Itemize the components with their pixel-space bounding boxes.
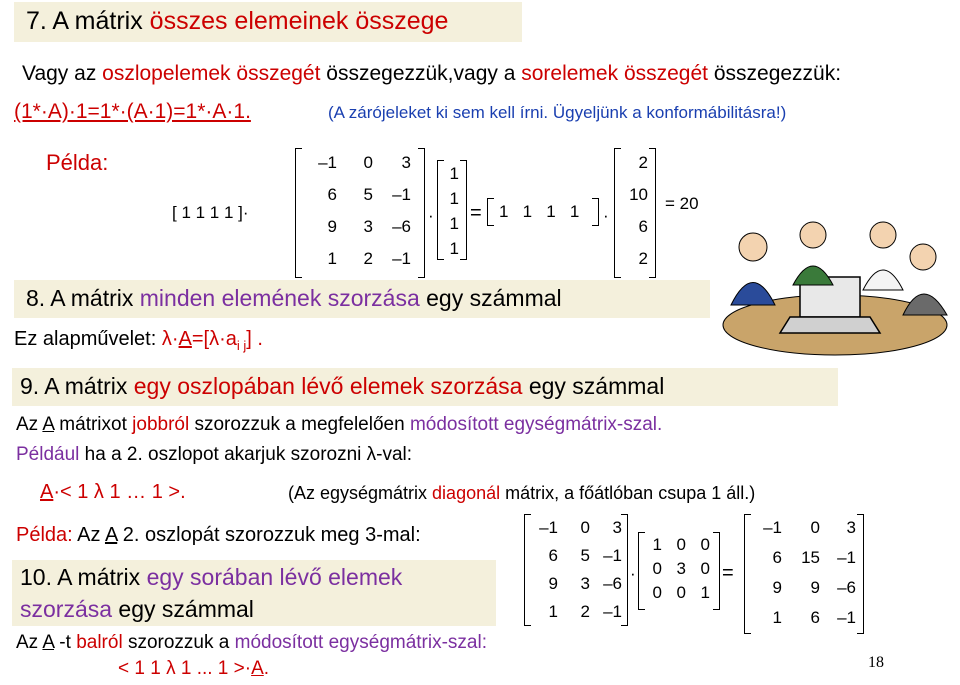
people-at-computer-illustration [715, 205, 955, 365]
matrix-cell: –1 [392, 249, 411, 268]
s9c-A: A [40, 481, 54, 503]
matrix-cell: –6 [837, 578, 856, 597]
intro-c: összegezzük,vagy a [320, 62, 522, 85]
basic-operation [14, 328, 263, 353]
s9c-4: mátrix, a főátlóban csupa 1 áll.) [500, 483, 756, 503]
matrix-cell: 3 [846, 518, 856, 537]
matrix-cell: 2 [638, 153, 648, 172]
basic-op-sub: i j [236, 338, 247, 353]
matrix-cell: 5 [580, 546, 590, 565]
heading-8-rest: egy számmal [419, 285, 562, 311]
bracket-left [487, 198, 494, 226]
heading-10-purple-2: szorzása [20, 596, 113, 622]
row-ones-values: 1 1 1 1 [499, 202, 580, 221]
bracket-right [713, 532, 720, 610]
matrix-cell: –1 [392, 185, 411, 204]
matrix-cell: 1 [772, 608, 782, 627]
intro-a: Vagy az [22, 62, 103, 85]
bracket-right [592, 198, 599, 226]
bracket-right [621, 514, 628, 626]
matrix-cell: 1 [449, 189, 459, 208]
heading-10-line-2 [20, 596, 254, 623]
example-2-b: 2. oszlopát szorozzuk meg 3-mal: [117, 524, 421, 546]
matrix-cell: 0 [363, 153, 373, 172]
matrix-cell: 0 [580, 518, 590, 537]
s9a-4: szorozzuk a megfelelően [189, 414, 410, 435]
formula-note: (A zárójeleket ki sem kell írni. Ügyeljünk a konformábilitásra!) [328, 103, 787, 122]
matrix-cell: 2 [363, 249, 373, 268]
bracket-right [460, 160, 467, 260]
intro-d: sorelemek összegét [521, 62, 708, 85]
matrix-cell: 3 [401, 153, 411, 172]
matrix-cell: 1 [548, 602, 558, 621]
heading-8 [26, 285, 562, 312]
matrix-cell: 2 [638, 249, 648, 268]
heading-7-number: 7. A mátrix [26, 7, 150, 35]
s10b-2: . [263, 658, 270, 679]
heading-10-line-1 [20, 564, 402, 591]
bracket-right [649, 148, 656, 278]
heading-9-rest: egy számmal [522, 373, 665, 399]
heading-8-purple: minden elemének szorzása [139, 285, 420, 311]
heading-10-number: 10. A mátrix [20, 564, 147, 590]
heading-9 [20, 373, 664, 400]
matrix-cell: 1 [449, 239, 459, 258]
matrix-cell: 3 [580, 574, 590, 593]
matrix-cell: 9 [810, 578, 820, 597]
matrix-cell: 6 [810, 608, 820, 627]
basic-op-b: =[λ·a [191, 328, 237, 350]
matrix-cell: 15 [801, 548, 820, 567]
matrix-cell: 0 [700, 535, 710, 554]
matrix-cell: 0 [700, 559, 710, 578]
matrix-cell: 0 [652, 559, 662, 578]
dot-1: · [428, 206, 434, 225]
heading-7-red: összes elemeinek összege [149, 7, 449, 35]
matrix-cell: 0 [676, 535, 686, 554]
s9a-5: módosított egységmátrix-szal. [409, 414, 663, 435]
matrix-cell: 9 [327, 217, 337, 236]
matrix-cell: 2 [580, 602, 590, 621]
s9a-3: jobbról [132, 414, 190, 435]
matrix-cell: –6 [603, 574, 622, 593]
s10-3: balról [76, 632, 123, 653]
matrix-cell: 1 [327, 249, 337, 268]
s9b-2: ha a 2. oszlopot akarjuk szorozni λ-val: [79, 444, 413, 465]
matrix-cell: –1 [539, 518, 558, 537]
result: = 20 [665, 194, 699, 213]
heading-9-number: 9. A mátrix [20, 373, 134, 399]
matrix-cell: 1 [700, 583, 710, 602]
matrix-a1 [295, 148, 425, 278]
matrix-cell: –6 [392, 217, 411, 236]
formula: (1*·A)·1=1*·(A·1)=1*·A·1. [14, 100, 251, 123]
s10-4: szorozzuk a [122, 632, 235, 653]
matrix-cell: 5 [363, 185, 373, 204]
heading-7 [26, 7, 448, 36]
basic-op-c: ] . [246, 328, 263, 350]
equals-2: = [722, 562, 734, 584]
s9c-1: ·< 1 λ 1 … 1 >. [53, 481, 186, 503]
matrix-a2 [524, 514, 628, 626]
example-1-label: Példa: [46, 150, 109, 175]
matrix-cell: 10 [629, 185, 648, 204]
s9a-2: mátrixot [54, 414, 133, 435]
example-2-A: A [104, 524, 118, 546]
matrix-cell: –1 [837, 548, 856, 567]
matrix-cell: –1 [603, 546, 622, 565]
heading-9-red: egy oszlopában lévő elemek szorzása [133, 373, 523, 399]
matrix-result [744, 514, 864, 634]
matrix-cell: 1 [449, 164, 459, 183]
matrix-cell: –1 [318, 153, 337, 172]
section-9-line-3 [40, 481, 186, 504]
bracket-right [857, 514, 864, 634]
matrix-cell: 0 [676, 583, 686, 602]
s10b-1: < 1 1 λ 1 ... 1 >· [118, 658, 252, 679]
heading-10-rest: egy számmal [112, 596, 254, 622]
matrix-cell: 6 [772, 548, 782, 567]
intro-b: oszlopelemek összegét [102, 62, 321, 85]
example-2-pelda: Példa: [16, 524, 73, 546]
heading-8-number: 8. A mátrix [26, 285, 140, 311]
s10b-A: A [251, 658, 264, 679]
matrix-cell: –1 [603, 602, 622, 621]
row-vector: [ 1 1 1 1 ]· [172, 203, 249, 222]
basic-op-A: A [178, 328, 192, 350]
equals-1: = [470, 202, 482, 224]
matrix-cell: 3 [363, 217, 373, 236]
dot-2: · [603, 206, 609, 225]
matrix-cell: –1 [837, 608, 856, 627]
matrix-cell: 1 [449, 214, 459, 233]
s9a-1: Az [16, 414, 43, 435]
s9c-2: (Az egységmátrix [288, 483, 433, 503]
intro-e: összegezzük: [708, 62, 842, 85]
section-9-line-1 [16, 414, 662, 436]
section-9-line-2 [16, 444, 412, 466]
heading-10-purple: egy sorában lévő elemek [146, 564, 403, 590]
row-ones [487, 198, 599, 226]
matrix-cell: 6 [548, 546, 558, 565]
matrix-cell: 3 [612, 518, 622, 537]
dot-3: · [630, 564, 636, 583]
s9a-A: A [42, 414, 55, 435]
matrix-cell: 3 [676, 559, 686, 578]
matrix-cell: 9 [548, 574, 558, 593]
matrix-cell: 0 [652, 583, 662, 602]
s10-5: módosított egységmátrix-szal: [234, 632, 487, 653]
s10-2: -t [54, 632, 77, 653]
s10-A: A [42, 632, 55, 653]
diag-matrix [638, 532, 720, 610]
example-2-label [16, 524, 421, 547]
bracket-right [418, 148, 425, 278]
example-2-a: Az [72, 524, 105, 546]
basic-op-text: Ez alapművelet: [14, 328, 162, 350]
s9c-3: diagonál [432, 483, 501, 503]
matrix-cell: 6 [327, 185, 337, 204]
s10-1: Az [16, 632, 43, 653]
section-10-line-1 [16, 632, 487, 654]
ones-vector [437, 160, 467, 260]
matrix-cell: 9 [772, 578, 782, 597]
s9b-1: Például [16, 444, 80, 465]
matrix-cell: 0 [810, 518, 820, 537]
section-10-line-2 [118, 658, 269, 680]
section-9-line-3-note [288, 483, 755, 504]
matrix-cell: –1 [763, 518, 782, 537]
intro-line [22, 62, 841, 86]
matrix-cell: 1 [652, 535, 662, 554]
colsum-vector [614, 148, 656, 278]
matrix-cell: 6 [638, 217, 648, 236]
basic-op-lambda: λ· [161, 328, 179, 350]
page-number: 18 [868, 654, 884, 671]
